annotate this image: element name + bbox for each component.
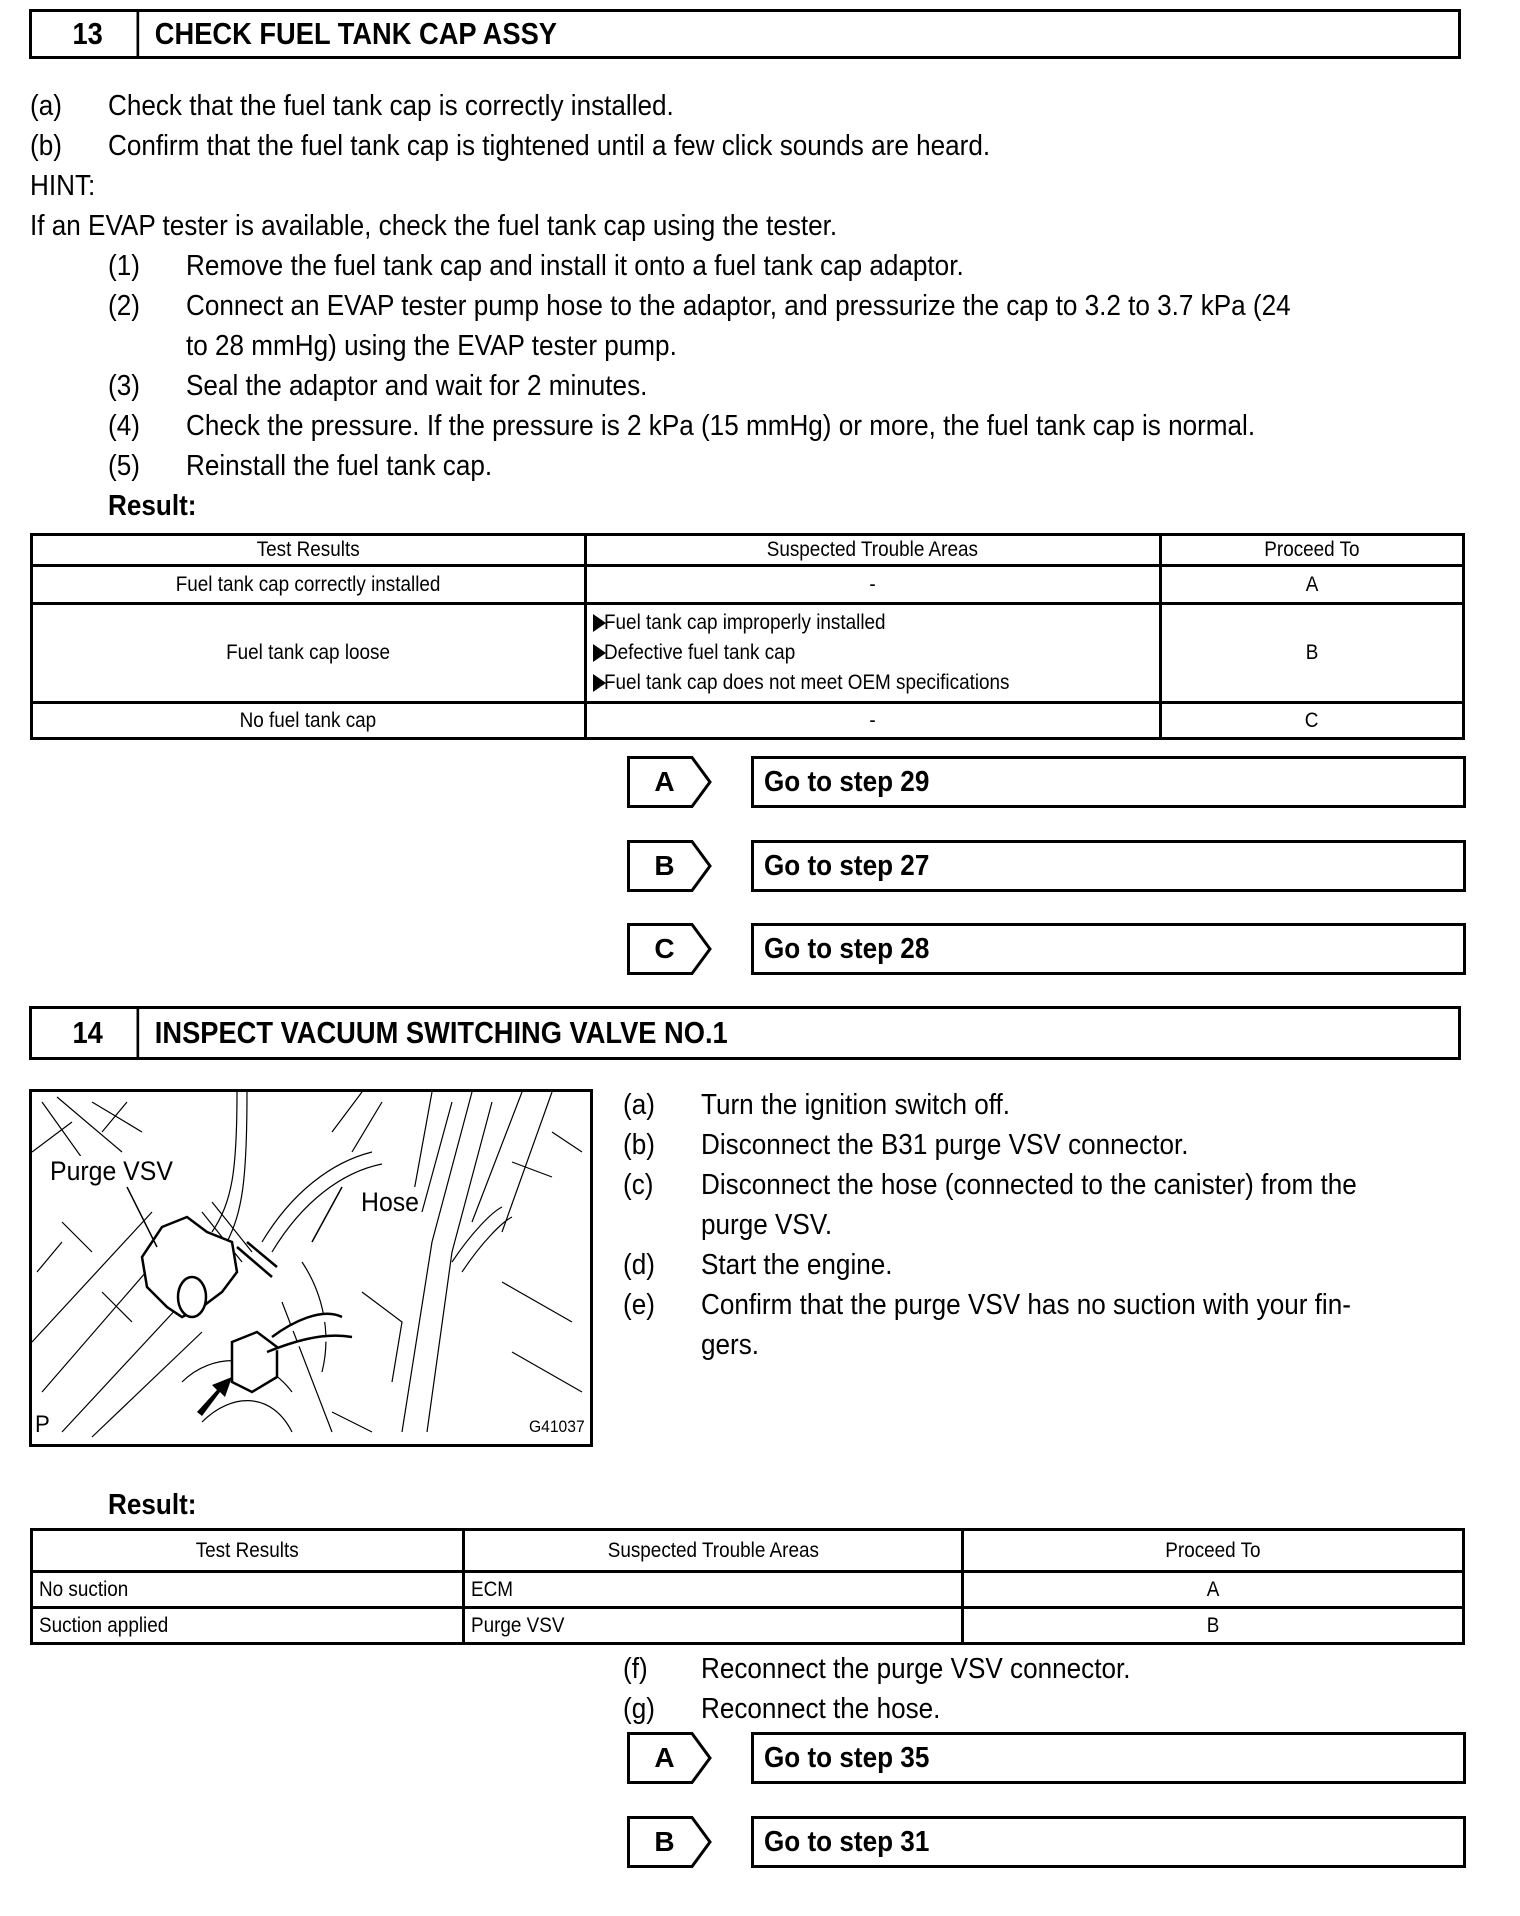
result-table-14 <box>30 1528 1465 1645</box>
step-title: INSPECT VACUUM SWITCHING VALVE NO.1 <box>154 1015 728 1050</box>
label-hose: Hose <box>361 1187 419 1217</box>
substep-text: to 28 mmHg) using the EVAP tester pump. <box>186 330 677 362</box>
step-label: (g) <box>623 1693 655 1725</box>
step-label: (b) <box>30 130 62 162</box>
step-title: CHECK FUEL TANK CAP ASSY <box>154 16 557 51</box>
substep-text: Connect an EVAP tester pump hose to the adaptor, and pressurize the cap to 3.2 to 3.7 kPa (24 <box>186 290 1291 322</box>
result-cell: Suction applied <box>32 1608 464 1644</box>
goto-box[interactable]: Go to step 35 <box>751 1732 1466 1784</box>
step-text: Confirm that the fuel tank cap is tightened until a few click sounds are heard. <box>108 130 991 162</box>
step-label: (a) <box>30 90 62 122</box>
proceed-cell: B <box>1160 604 1463 703</box>
figure-id: G41037 <box>529 1412 585 1442</box>
step-label: (c) <box>623 1169 654 1201</box>
goto-c-step-28[interactable] <box>627 923 1467 975</box>
step-text: Reconnect the hose. <box>701 1693 941 1725</box>
step-label: (f) <box>623 1653 648 1685</box>
table-row <box>32 604 1464 703</box>
hint-label: HINT: <box>30 170 96 202</box>
step-text: Start the engine. <box>701 1249 893 1281</box>
table-header-row <box>32 535 1464 566</box>
proceed-cell: A <box>963 1572 1464 1608</box>
substep-text: Reinstall the fuel tank cap. <box>186 450 493 482</box>
hint-text: If an EVAP tester is available, check the fuel tank cap using the tester. <box>30 210 838 242</box>
result-cell: Fuel tank cap loose <box>32 604 586 703</box>
step-text: Disconnect the hose (connected to the canister) from the <box>701 1169 1357 1201</box>
header-cell: Proceed To <box>1160 535 1463 566</box>
goto-tag: A <box>654 1742 675 1773</box>
step-13-header <box>29 9 1461 59</box>
areas-cell: Fuel tank cap improperly installed Defective fuel tank cap Fuel tank cap does not meet OEM specifications <box>585 604 1160 703</box>
header-cell: Test Results <box>32 1530 464 1572</box>
header-cell: Suspected Trouble Areas <box>464 1530 963 1572</box>
substep-label: (2) <box>108 290 140 322</box>
step-label: (b) <box>623 1129 655 1161</box>
goto-box[interactable]: Go to step 31 <box>751 1816 1466 1868</box>
header-cell: Test Results <box>32 535 586 566</box>
purge-vsv-illustration <box>29 1089 593 1447</box>
step-number: 14 <box>39 1009 139 1057</box>
step-number: 13 <box>39 12 139 56</box>
goto-a-step-29[interactable] <box>627 756 1467 808</box>
step-label: (a) <box>623 1089 655 1121</box>
goto-b-step-27[interactable] <box>627 840 1467 892</box>
proceed-cell: B <box>963 1608 1464 1644</box>
goto-a-step-35[interactable] <box>627 1732 1467 1784</box>
goto-tag: A <box>654 766 675 797</box>
substep-label: (4) <box>108 410 140 442</box>
result-cell: No suction <box>32 1572 464 1608</box>
goto-box[interactable]: Go to step 28 <box>751 923 1466 975</box>
proceed-cell: C <box>1160 703 1463 739</box>
header-cell: Proceed To <box>963 1530 1464 1572</box>
goto-b-step-31[interactable] <box>627 1816 1467 1868</box>
areas-cell: ECM <box>464 1572 963 1608</box>
step-label: (d) <box>623 1249 655 1281</box>
table-row <box>32 566 1464 604</box>
table-row <box>32 703 1464 739</box>
substep-text: Remove the fuel tank cap and install it onto a fuel tank cap adaptor. <box>186 250 964 282</box>
table-row <box>32 1572 1464 1608</box>
step-text: Turn the ignition switch off. <box>701 1089 1011 1121</box>
result-table-13 <box>30 533 1465 740</box>
substep-text: Check the pressure. If the pressure is 2 kPa (15 mmHg) or more, the fuel tank cap is normal. <box>186 410 1256 442</box>
table-header-row <box>32 1530 1464 1572</box>
substep-label: (5) <box>108 450 140 482</box>
substep-label: (3) <box>108 370 140 402</box>
step-text: purge VSV. <box>701 1209 833 1241</box>
engine-bay-drawing <box>32 1092 590 1444</box>
goto-tag: C <box>654 933 675 964</box>
substep-text: Seal the adaptor and wait for 2 minutes. <box>186 370 648 402</box>
step-label: (e) <box>623 1289 655 1321</box>
areas-cell: Purge VSV <box>464 1608 963 1644</box>
goto-tag: B <box>654 1826 675 1857</box>
header-cell: Suspected Trouble Areas <box>585 535 1160 566</box>
result-cell: Fuel tank cap correctly installed <box>32 566 586 604</box>
result-cell: No fuel tank cap <box>32 703 586 739</box>
step-text: Check that the fuel tank cap is correctly installed. <box>108 90 674 122</box>
step-text: Disconnect the B31 purge VSV connector. <box>701 1129 1189 1161</box>
corner-mark: P <box>35 1411 50 1438</box>
step-text: Reconnect the purge VSV connector. <box>701 1653 1131 1685</box>
table-row <box>32 1608 1464 1644</box>
label-purge-vsv: Purge VSV <box>50 1156 173 1186</box>
result-label: Result: <box>108 1489 197 1521</box>
step-text: Confirm that the purge VSV has no suction with your fin- <box>701 1289 1351 1321</box>
proceed-cell: A <box>1160 566 1463 604</box>
goto-box[interactable]: Go to step 27 <box>751 840 1466 892</box>
substep-label: (1) <box>108 250 140 282</box>
step-text: gers. <box>701 1329 760 1361</box>
areas-cell: - <box>585 566 1160 604</box>
areas-cell: - <box>585 703 1160 739</box>
pointer-arrow-icon <box>197 1377 232 1416</box>
step-14-header <box>29 1006 1461 1060</box>
goto-tag: B <box>654 850 675 881</box>
result-label: Result: <box>108 490 197 522</box>
goto-box[interactable]: Go to step 29 <box>751 756 1466 808</box>
